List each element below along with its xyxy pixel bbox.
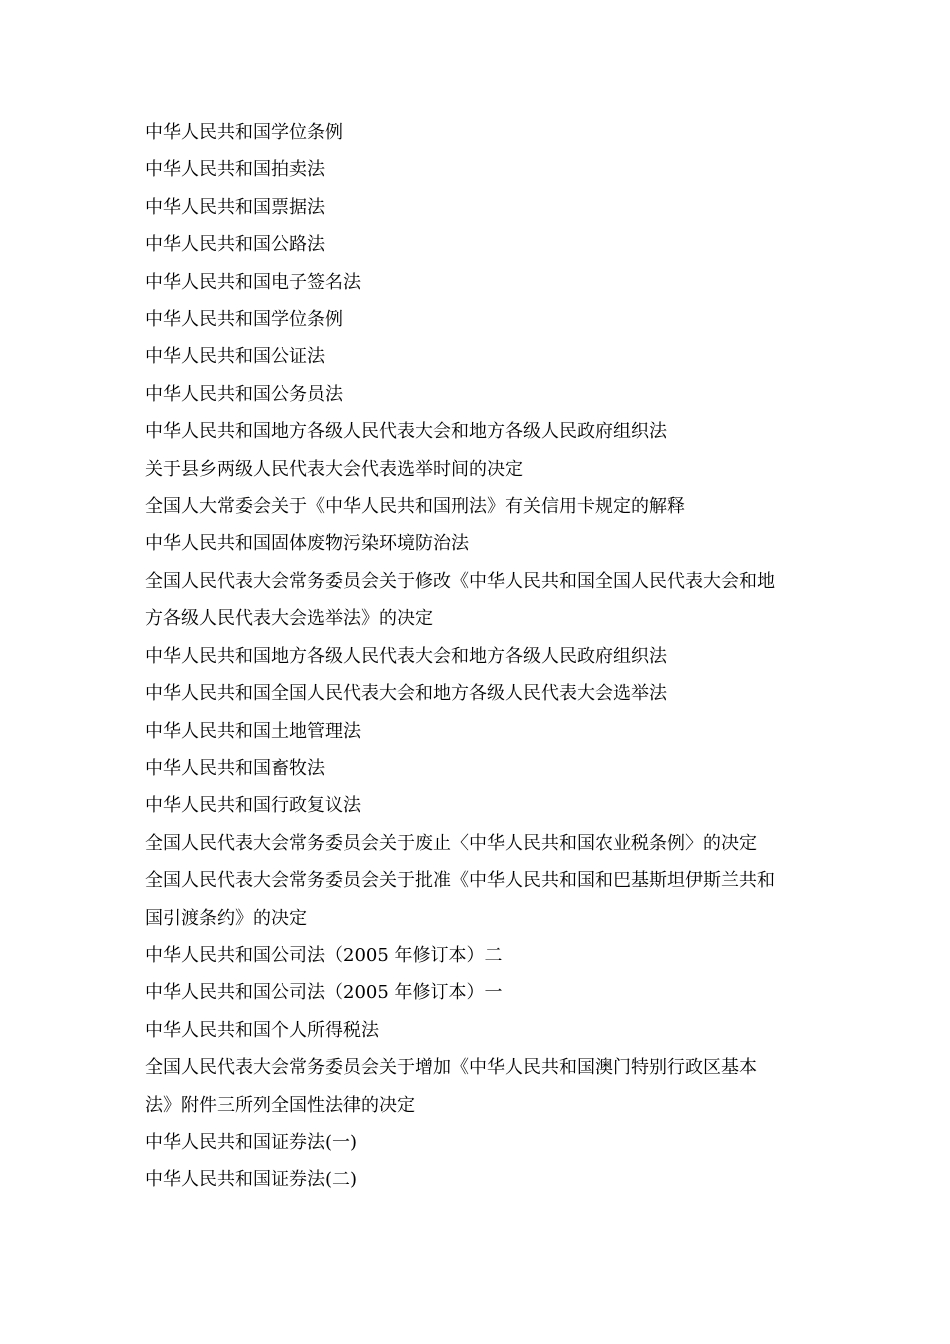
list-item: 中华人民共和国证券法(一) — [145, 1131, 358, 1153]
list-item: 全国人民代表大会常务委员会关于修改《中华人民共和国全国人民代表大会和地 — [145, 570, 775, 592]
list-item: 中华人民共和国固体废物污染环境防治法 — [145, 533, 469, 555]
list-item: 中华人民共和国地方各级人民代表大会和地方各级人民政府组织法 — [145, 421, 667, 443]
list-item: 中华人民共和国拍卖法 — [145, 159, 325, 181]
list-item: 全国人民代表大会常务委员会关于批准《中华人民共和国和巴基斯坦伊斯兰共和 — [145, 870, 775, 892]
list-item: 中华人民共和国电子签名法 — [145, 271, 361, 293]
list-item: 中华人民共和国公务员法 — [145, 383, 343, 405]
list-item: 中华人民共和国公司法（2005 年修订本）一 — [145, 982, 503, 1004]
list-item: 中华人民共和国证券法(二) — [145, 1169, 358, 1191]
list-item: 中华人民共和国票据法 — [145, 196, 325, 218]
list-item: 中华人民共和国公路法 — [145, 234, 325, 256]
list-item: 全国人大常委会关于《中华人民共和国刑法》有关信用卡规定的解释 — [145, 496, 685, 518]
list-item: 中华人民共和国畜牧法 — [145, 757, 325, 779]
list-item: 中华人民共和国公证法 — [145, 346, 325, 368]
list-item: 方各级人民代表大会选举法》的决定 — [145, 608, 433, 630]
list-item: 中华人民共和国公司法（2005 年修订本）二 — [145, 944, 503, 966]
list-item: 全国人民代表大会常务委员会关于增加《中华人民共和国澳门特别行政区基本 — [145, 1057, 757, 1079]
law-title-list — [145, 114, 815, 1199]
list-item: 国引渡条约》的决定 — [145, 907, 307, 929]
list-item: 中华人民共和国行政复议法 — [145, 795, 361, 817]
list-item: 中华人民共和国学位条例 — [145, 309, 343, 331]
list-item: 法》附件三所列全国性法律的决定 — [145, 1094, 415, 1116]
list-item: 中华人民共和国全国人民代表大会和地方各级人民代表大会选举法 — [145, 683, 667, 705]
list-item: 中华人民共和国学位条例 — [145, 122, 343, 143]
list-item: 全国人民代表大会常务委员会关于废止〈中华人民共和国农业税条例〉的决定 — [145, 832, 757, 854]
list-item: 中华人民共和国地方各级人民代表大会和地方各级人民政府组织法 — [145, 645, 667, 667]
list-item: 关于县乡两级人民代表大会代表选举时间的决定 — [145, 458, 523, 480]
list-item: 中华人民共和国个人所得税法 — [145, 1019, 379, 1041]
list-item: 中华人民共和国土地管理法 — [145, 720, 361, 742]
